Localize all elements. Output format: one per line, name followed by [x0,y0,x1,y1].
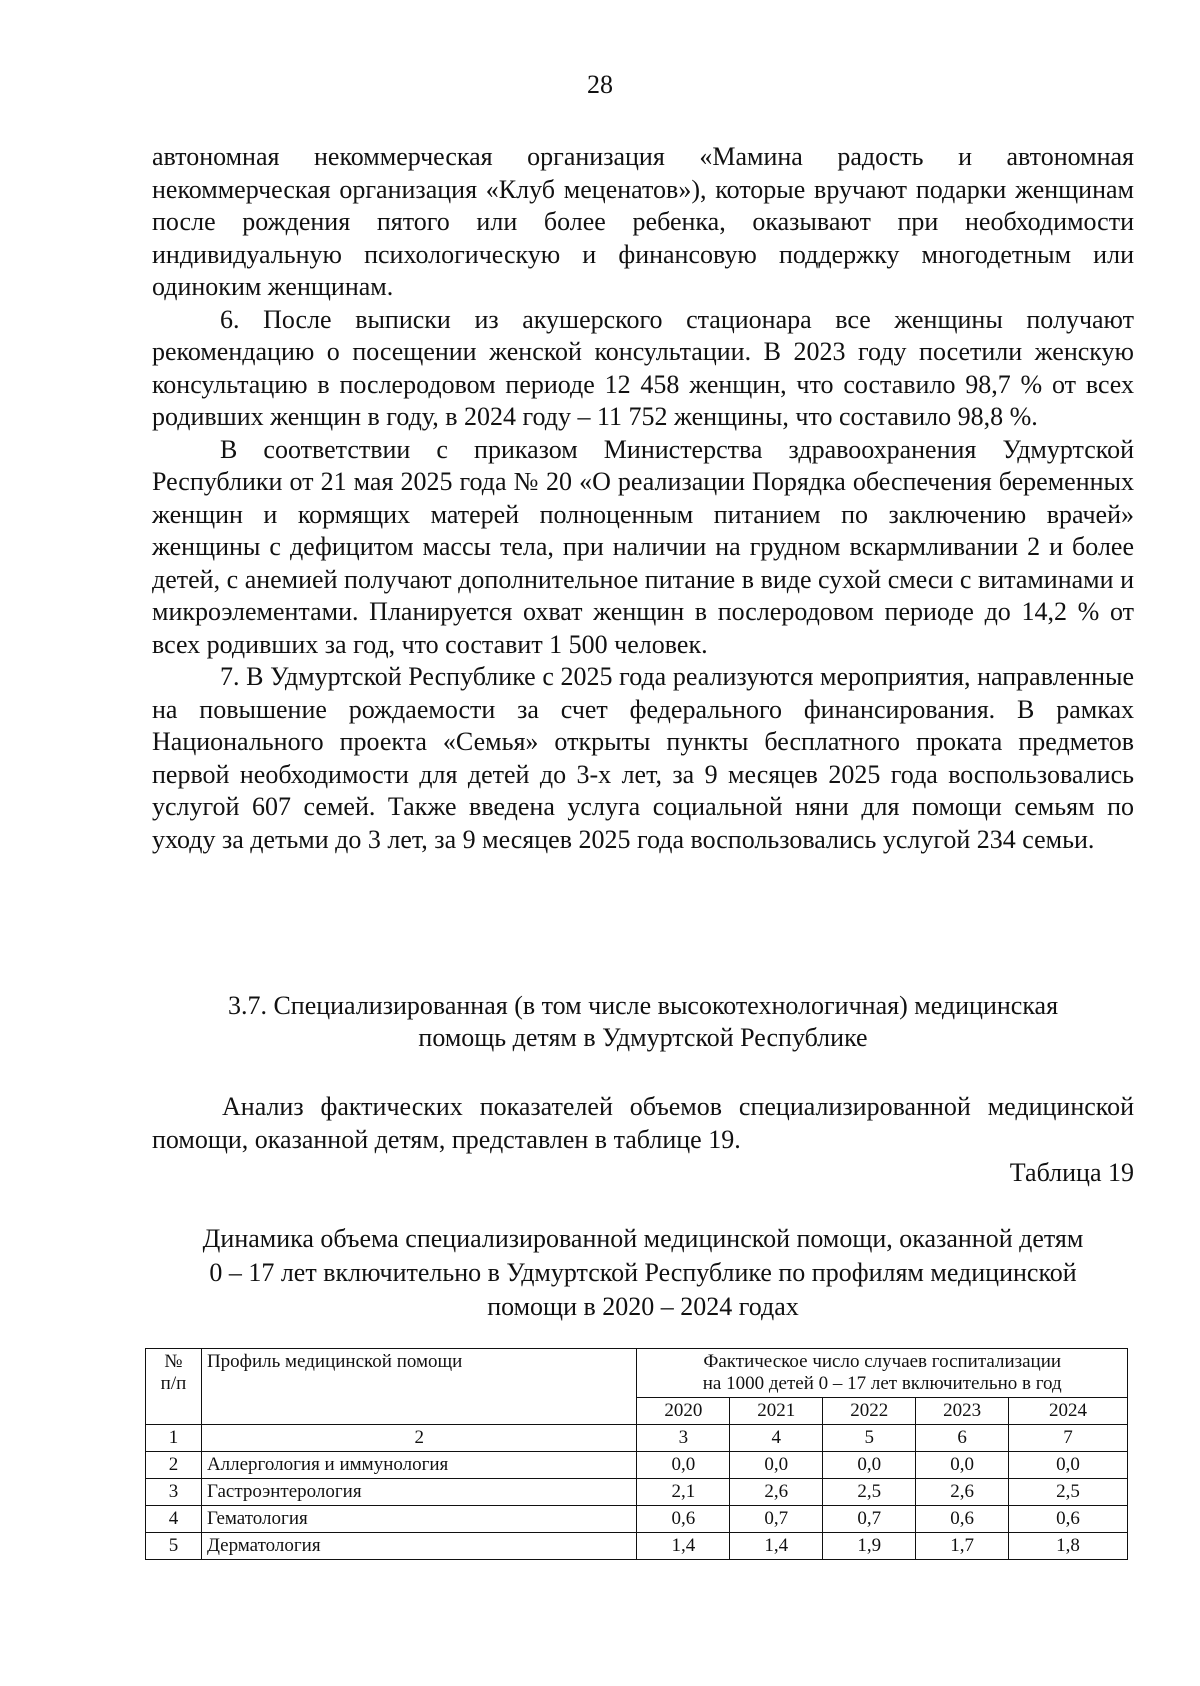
value-cell: 0,6 [1009,1506,1128,1533]
table-row [146,1506,1128,1533]
profile-cell: Дерматология [201,1533,637,1560]
header-cell-group: Фактическое число случаев госпитализации на 1000 детей 0 – 17 лет включительно в год [637,1349,1128,1398]
value-cell: 2,6 [730,1479,823,1506]
value-cell: 2,6 [916,1479,1009,1506]
value-cell: 1,4 [637,1533,730,1560]
row-number-cell: 4 [146,1506,202,1533]
column-number-cell: 2 [201,1425,637,1452]
value-cell: 0,0 [730,1452,823,1479]
value-cell: 0,7 [730,1506,823,1533]
value-cell: 0,0 [823,1452,916,1479]
data-table [145,1348,1128,1560]
table-title [152,1222,1134,1324]
row-number-cell: 2 [146,1452,202,1479]
table-column-numbers-row [146,1425,1128,1452]
paragraph: автономная некоммерческая организация «Мамина радость и автономная некоммерческая организация «Клуб меценатов»), которые вручают подарки женщинам после рождения пятого или более ребенка, оказывают при необходимости индивидуальную психологическую и финансовую поддержку многодетным или одиноким женщинам. [152,142,1134,301]
table-label: Таблица 19 [1009,1158,1134,1187]
profile-cell: Гематология [201,1506,637,1533]
profile-cell: Гастроэнтерология [201,1479,637,1506]
row-number-cell: 5 [146,1533,202,1560]
value-cell: 2,5 [823,1479,916,1506]
paragraph: В соответствии с приказом Министерства здравоохранения Удмуртской Республики от 21 мая 2025 года № 20 «О реализации Порядка обеспечения беременных женщин и кормящих матерей полноценным питанием по заключению врачей» женщины с дефицитом массы тела, при наличии на грудном вскармливании 2 и более детей, с анемией получают дополнительное питание в виде сухой смеси с витаминами и микроэлементами. Планируется охват женщин в послеродовом периоде до 14,2 % от всех родивших за год, что составит 1 500 человек. [152,434,1134,659]
column-number-cell: 1 [146,1425,202,1452]
body-text [152,141,1134,856]
table-row [146,1533,1128,1560]
table-row [146,1479,1128,1506]
header-cell-number: № п/п [146,1349,202,1425]
value-cell: 0,6 [637,1506,730,1533]
paragraph: 6. После выписки из акушерского стационара все женщины получают рекомендацию о посещении женской консультации. В 2023 году посетили женскую консультацию в послеродовом периоде 12 458 женщин, что составило 98,7 % от всех родивших женщин в году, в 2024 году – 11 752 женщины, что составило 98,8 %. [152,304,1134,431]
column-number-cell: 6 [916,1425,1009,1452]
column-number-cell: 3 [637,1425,730,1452]
profile-cell: Аллергология и иммунология [201,1452,637,1479]
table-title-line: 0 – 17 лет включительно в Удмуртской Республике по профилям медицинской [209,1258,1077,1287]
section-title-line: помощь детям в Удмуртской Республике [418,1023,868,1052]
header-cell-year: 2024 [1009,1398,1128,1425]
row-number-cell: 3 [146,1479,202,1506]
table-row [146,1452,1128,1479]
table-title-line: помощи в 2020 – 2024 годах [487,1292,799,1321]
paragraph: 7. В Удмуртской Республике с 2025 года реализуются мероприятия, направленные на повышение рождаемости за счет федерального финансирования. В рамках Национального проекта «Семья» открыты пункты бесплатного проката предметов первой необходимости для детей до 3-х лет, за 9 месяцев 2025 года воспользовались услугой 607 семей. Также введена услуга социальной няни для помощи семьям по уходу за детьми до 3 лет, за 9 месяцев 2025 года воспользовались услугой 234 семьи. [152,662,1134,854]
value-cell: 1,8 [1009,1533,1128,1560]
header-cell-year: 2023 [916,1398,1009,1425]
section-title-line: 3.7. Специализированная (в том числе высокотехнологичная) медицинская [227,991,1059,1020]
value-cell: 2,1 [637,1479,730,1506]
column-number-cell: 7 [1009,1425,1128,1452]
value-cell: 1,7 [916,1533,1009,1560]
header-cell-year: 2022 [823,1398,916,1425]
value-cell: 2,5 [1009,1479,1128,1506]
header-cell-profile: Профиль медицинской помощи [201,1349,637,1425]
table-title-line: Динамика объема специализированной медицинской помощи, оказанной детям [202,1224,1084,1253]
value-cell: 1,4 [730,1533,823,1560]
value-cell: 0,6 [916,1506,1009,1533]
page-number: 28 [587,70,613,99]
header-cell-year: 2021 [730,1398,823,1425]
value-cell: 0,0 [1009,1452,1128,1479]
section-title [152,990,1134,1054]
value-cell: 1,9 [823,1533,916,1560]
analysis-paragraph [152,1090,1134,1156]
column-number-cell: 5 [823,1425,916,1452]
value-cell: 0,0 [637,1452,730,1479]
paragraph: Анализ фактических показателей объемов специализированной медицинской помощи, оказанной детям, представлен в таблице 19. [152,1092,1134,1154]
value-cell: 0,0 [916,1452,1009,1479]
value-cell: 0,7 [823,1506,916,1533]
header-cell-year: 2020 [637,1398,730,1425]
column-number-cell: 4 [730,1425,823,1452]
table-header-row [146,1349,1128,1398]
